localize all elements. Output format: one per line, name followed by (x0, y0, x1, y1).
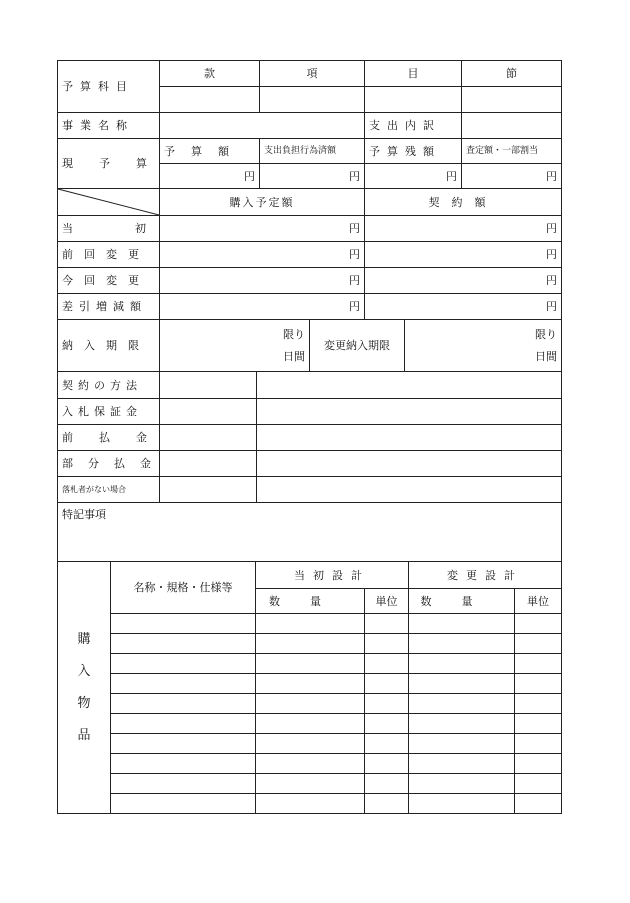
contract-amount-cell[interactable]: 円 (365, 216, 562, 242)
moku-value-cell[interactable] (365, 87, 462, 113)
planned-amount-cell[interactable]: 円 (160, 242, 365, 268)
changed-unit-cell[interactable] (515, 794, 562, 814)
partial-payment-label: 部分払金 (58, 451, 160, 477)
assessed-amount-header: 査定額・一部割当 (462, 139, 562, 164)
contract-method-detail-cell[interactable] (257, 372, 562, 399)
initial-unit-cell[interactable] (365, 734, 409, 754)
initial-qty-cell[interactable] (256, 754, 365, 774)
planned-amount-cell[interactable]: 円 (160, 216, 365, 242)
purchase-item-row (58, 734, 562, 754)
changed-qty-cell[interactable] (409, 634, 515, 654)
changed-qty-cell[interactable] (409, 614, 515, 634)
budget-amount-header: 予算額 (160, 139, 260, 164)
changed-unit-cell[interactable] (515, 674, 562, 694)
expense-detail-cell[interactable] (462, 113, 562, 139)
changed-unit-header: 単位 (515, 589, 562, 614)
contract-amount-header: 契約額 (365, 189, 562, 216)
delivery-deadline-label: 納入期限 (58, 320, 160, 372)
delivery-deadline-cell[interactable] (160, 320, 310, 372)
contract-amount-cell[interactable]: 円 (365, 294, 562, 320)
committed-amount-header: 支出負担行為済額 (260, 139, 365, 164)
col-kou: 項 (260, 61, 365, 87)
purchase-item-row (58, 774, 562, 794)
initial-qty-header: 数量 (256, 589, 365, 614)
days-text: 日間 (535, 349, 557, 363)
remaining-budget-cell[interactable]: 円 (365, 164, 462, 189)
bid-bond-label: 入札保証金 (58, 399, 160, 425)
contract-amount-cell[interactable]: 円 (365, 242, 562, 268)
purchase-item-row (58, 654, 562, 674)
purchased-goods-label: 購 入 物 品 (58, 562, 111, 814)
changed-unit-cell[interactable] (515, 654, 562, 674)
item-name-cell[interactable] (111, 634, 256, 654)
changed-unit-cell[interactable] (515, 634, 562, 654)
expense-detail-label: 支出内訳 (365, 113, 462, 139)
changed-qty-cell[interactable] (409, 754, 515, 774)
changed-unit-cell[interactable] (515, 734, 562, 754)
initial-unit-cell[interactable] (365, 674, 409, 694)
initial-qty-cell[interactable] (256, 614, 365, 634)
initial-unit-cell[interactable] (365, 714, 409, 734)
contract-method-label: 契約の方法 (58, 372, 160, 399)
limit-text: 限り (283, 327, 305, 341)
purchase-item-row (58, 694, 562, 714)
col-moku: 目 (365, 61, 462, 87)
amount-row-label: 当初 (58, 216, 160, 242)
amount-row-label: 差引増減額 (58, 294, 160, 320)
initial-unit-cell[interactable] (365, 754, 409, 774)
amount-row-label: 前回変更 (58, 242, 160, 268)
project-name-cell[interactable] (160, 113, 365, 139)
purchase-item-row (58, 714, 562, 734)
purchase-items-table (57, 561, 562, 814)
purchase-request-form (57, 60, 561, 814)
initial-unit-cell[interactable] (365, 654, 409, 674)
item-name-header: 名称・規格・仕様等 (111, 562, 256, 614)
changed-design-header: 変更設計 (409, 562, 562, 589)
diagonal-line (58, 189, 159, 215)
col-kan: 款 (160, 61, 260, 87)
changed-unit-cell[interactable] (515, 774, 562, 794)
purchase-item-row (58, 794, 562, 814)
initial-qty-cell[interactable] (256, 714, 365, 734)
item-name-cell[interactable] (111, 794, 256, 814)
bid-bond-detail-cell[interactable] (257, 399, 562, 425)
special-notes-label: 特記事項 (62, 508, 106, 521)
item-name-cell[interactable] (111, 774, 256, 794)
changed-qty-cell[interactable] (409, 714, 515, 734)
no-winning-bidder-cell[interactable] (160, 477, 257, 503)
budget-table (57, 60, 562, 372)
diagonal-header-cell (58, 189, 160, 216)
changed-deadline-cell[interactable] (405, 320, 562, 372)
changed-qty-cell[interactable] (409, 654, 515, 674)
advance-payment-label: 前払金 (58, 425, 160, 451)
item-name-cell[interactable] (111, 714, 256, 734)
item-name-cell[interactable] (111, 694, 256, 714)
changed-qty-header: 数量 (409, 589, 515, 614)
planned-amount-cell[interactable]: 円 (160, 268, 365, 294)
no-winning-bidder-label: 落札者がない場合 (58, 477, 160, 503)
changed-qty-cell[interactable] (409, 774, 515, 794)
no-winning-bidder-detail-cell[interactable] (257, 477, 562, 503)
changed-qty-cell[interactable] (409, 674, 515, 694)
item-name-cell[interactable] (111, 754, 256, 774)
initial-design-header: 当初設計 (256, 562, 409, 589)
purchase-item-row (58, 754, 562, 774)
contract-terms-table (57, 371, 562, 562)
purchase-item-row (58, 674, 562, 694)
initial-qty-cell[interactable] (256, 674, 365, 694)
changed-deadline-label: 変更納入期限 (310, 320, 405, 372)
current-budget-label: 現予算 (58, 139, 160, 189)
changed-qty-cell[interactable] (409, 794, 515, 814)
initial-qty-cell[interactable] (256, 694, 365, 714)
changed-qty-cell[interactable] (409, 734, 515, 754)
changed-unit-cell[interactable] (515, 714, 562, 734)
partial-payment-cell[interactable] (160, 451, 257, 477)
item-name-cell[interactable] (111, 614, 256, 634)
initial-qty-cell[interactable] (256, 634, 365, 654)
contract-amount-cell[interactable]: 円 (365, 268, 562, 294)
changed-unit-cell[interactable] (515, 694, 562, 714)
setsu-value-cell[interactable] (462, 87, 562, 113)
budget-amount-cell[interactable]: 円 (160, 164, 260, 189)
amount-row-label: 今回変更 (58, 268, 160, 294)
initial-qty-cell[interactable] (256, 774, 365, 794)
bid-bond-cell[interactable] (160, 399, 257, 425)
initial-unit-cell[interactable] (365, 694, 409, 714)
assessed-amount-cell[interactable]: 円 (462, 164, 562, 189)
item-name-cell[interactable] (111, 654, 256, 674)
contract-method-cell[interactable] (160, 372, 257, 399)
days-text: 日間 (283, 349, 305, 363)
planned-amount-cell[interactable]: 円 (160, 294, 365, 320)
kan-value-cell[interactable] (160, 87, 260, 113)
initial-unit-cell[interactable] (365, 634, 409, 654)
initial-unit-cell[interactable] (365, 774, 409, 794)
purchase-item-row (58, 614, 562, 634)
col-setsu: 節 (462, 61, 562, 87)
initial-qty-cell[interactable] (256, 654, 365, 674)
partial-payment-detail-cell[interactable] (257, 451, 562, 477)
advance-payment-cell[interactable] (160, 425, 257, 451)
advance-payment-detail-cell[interactable] (257, 425, 562, 451)
remaining-budget-header: 予算残額 (365, 139, 462, 164)
initial-qty-cell[interactable] (256, 794, 365, 814)
limit-text: 限り (535, 327, 557, 341)
kou-value-cell[interactable] (260, 87, 365, 113)
initial-qty-cell[interactable] (256, 734, 365, 754)
budget-subject-label: 予算科目 (58, 61, 160, 113)
changed-unit-cell[interactable] (515, 614, 562, 634)
committed-amount-cell[interactable]: 円 (260, 164, 365, 189)
changed-qty-cell[interactable] (409, 694, 515, 714)
item-name-cell[interactable] (111, 674, 256, 694)
initial-unit-cell[interactable] (365, 794, 409, 814)
project-name-label: 事業名称 (58, 113, 160, 139)
planned-purchase-header: 購入予定額 (160, 189, 365, 216)
initial-unit-header: 単位 (365, 589, 409, 614)
initial-unit-cell[interactable] (365, 614, 409, 634)
special-notes-cell[interactable] (58, 503, 562, 562)
item-name-cell[interactable] (111, 734, 256, 754)
changed-unit-cell[interactable] (515, 754, 562, 774)
purchase-item-row (58, 634, 562, 654)
